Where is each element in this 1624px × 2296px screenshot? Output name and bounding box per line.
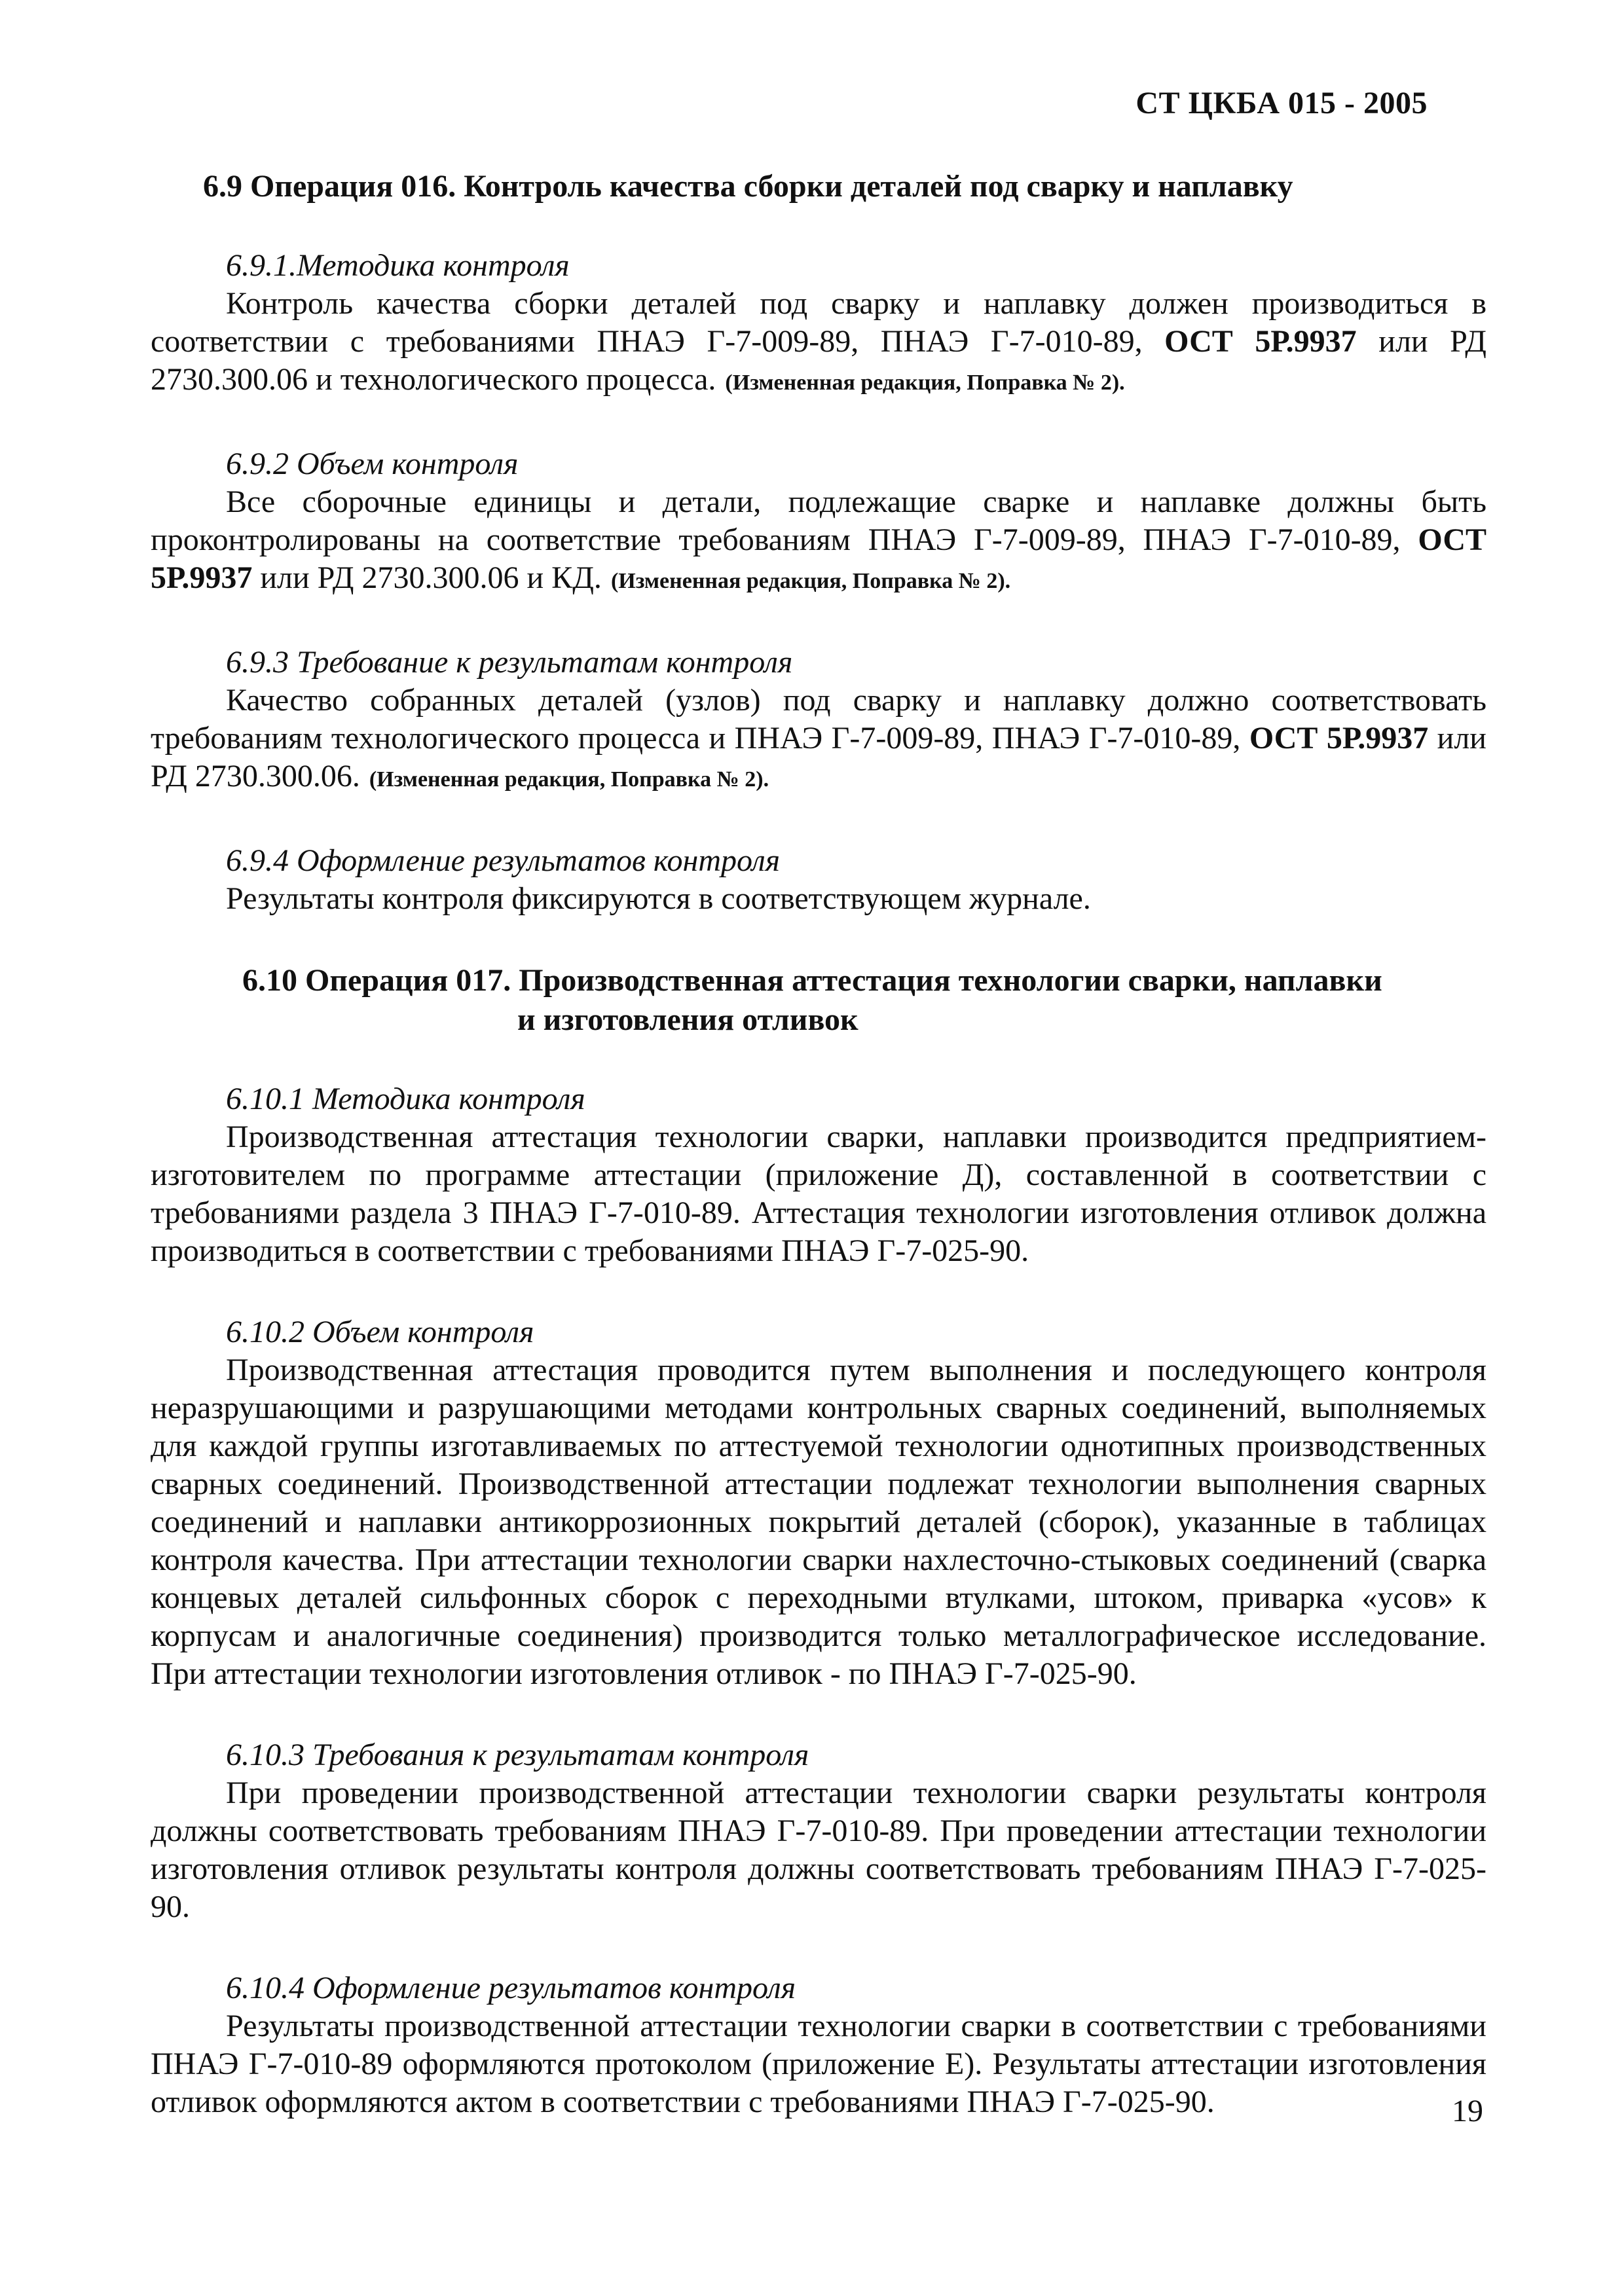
paragraph <box>151 285 1486 402</box>
subsection-6-10-1 <box>151 1080 1486 1270</box>
paragraph-text: или РД 2730.300.06. <box>151 721 1486 793</box>
subsection-title: 6.10.1 Методика контроля <box>226 1082 585 1116</box>
subsection-6-10-2 <box>151 1313 1486 1693</box>
section-title-line: и изготовления отливок <box>517 1002 858 1037</box>
subsection-6-9-4 <box>151 842 1486 918</box>
document-body <box>151 167 1486 2164</box>
section-6-10-title <box>151 961 1486 1040</box>
subsection-title: 6.9.3 Требование к результатам контроля <box>226 645 793 680</box>
standard-reference: ОСТ 5Р.9937 <box>1164 324 1357 359</box>
paragraph-text: или РД 2730.300.06 и КД. <box>252 560 602 595</box>
subsection-title: 6.10.2 Объем контроля <box>226 1315 534 1349</box>
subsection-title: 6.9.2 Объем контроля <box>226 446 519 481</box>
paragraph: Результаты производственной аттестации технологии сварки в соответствии с требованиями ПНАЭ Г-7-010-89 оформляются протоколом (приложение Е). Результаты аттестации изготовления отливок оформляются актом в соответствии с требованиями ПНАЭ Г-7-025-90. <box>151 2009 1486 2119</box>
subsection-6-9-1 <box>151 247 1486 402</box>
section-title-line: 6.10 Операция 017. Производственная аттестация технологии сварки, наплавки <box>242 963 1382 998</box>
paragraph-text: Контроль качества сборки деталей под сварку и наплавку должен производиться в соответствии с требованиями ПНАЭ Г-7-009-89, ПНАЭ Г-7-010-89, <box>151 286 1486 359</box>
standard-reference: ОСТ 5Р.9937 <box>1249 721 1429 756</box>
paragraph: При проведении производственной аттестации технологии сварки результаты контроля должны соответствовать требованиям ПНАЭ Г-7-010-89. При проведении аттестации технологии изготовления отливок результаты контроля должны соответствовать требованиям ПНАЭ Г-7-025-90. <box>151 1776 1486 1924</box>
paragraph <box>151 483 1486 600</box>
page-number: 19 <box>1452 2094 1483 2128</box>
subsection-6-10-4 <box>151 1969 1486 2121</box>
paragraph-text: Все сборочные единицы и детали, подлежащие сварке и наплавке должны быть проконтролированы на соответствие требованиям ПНАЭ Г-7-009-89, ПНАЭ Г-7-010-89, <box>151 484 1486 557</box>
paragraph: Результаты контроля фиксируются в соответствующем журнале. <box>226 881 1091 916</box>
paragraph-text: Качество собранных деталей (узлов) под сварку и наплавку должно соответствовать требованиям технологического процесса и ПНАЭ Г-7-009-89, ПНАЭ Г-7-010-89, <box>151 683 1486 756</box>
paragraph: Производственная аттестация проводится путем выполнения и последующего контроля неразрушающими и разрушающими методами контрольных сварных соединений, выполняемых для каждой группы изготавливаемых по аттестуемой технологии однотипных производственных сварных соединений. Производственной аттестации подлежат технологии выполнения сварных соединений и наплавки антикоррозионных покрытий деталей (сборок), указанные в таблицах контроля качества. При аттестации технологии сварки нахлесточно-стыковых соединений (сварка концевых деталей сильфонных сборок с переходными втулками, штоком, приварка «усов» к корпусам и аналогичные соединения) производится только металлографическое исследование. При аттестации технологии изготовления отливок - по ПНАЭ Г-7-025-90. <box>151 1353 1486 1691</box>
standard-reference: ОСТ 5Р.9937 <box>151 522 1486 595</box>
subsection-6-9-3 <box>151 644 1486 799</box>
revision-note: (Измененная редакция, Поправка № 2). <box>610 569 1011 593</box>
subsection-title: 6.9.4 Оформление результатов контроля <box>226 843 781 878</box>
revision-note: (Измененная редакция, Поправка № 2). <box>725 371 1125 395</box>
revision-note: (Измененная редакция, Поправка № 2). <box>369 767 769 792</box>
subsection-title: 6.10.4 Оформление результатов контроля <box>226 1971 796 2005</box>
paragraph: Производственная аттестация технологии сварки, наплавки производится предприятием-изготовителем по программе аттестации (приложение Д), составленной в соответствии с требованиями раздела 3 ПНАЭ Г-7-010-89. Аттестация технологии изготовления отливок должна производиться в соответствии с требованиями ПНАЭ Г-7-025-90. <box>151 1120 1486 1268</box>
section-6-9-title: 6.9 Операция 016. Контроль качества сборки деталей под сварку и наплавку <box>203 169 1293 204</box>
subsection-title: 6.10.3 Требования к результатам контроля <box>226 1738 809 1772</box>
subsection-6-9-2 <box>151 445 1486 600</box>
paragraph-text: или РД 2730.300.06 и технологического процесса. <box>151 324 1487 397</box>
subsection-6-10-3 <box>151 1736 1486 1926</box>
subsection-title: 6.9.1.Методика контроля <box>226 248 570 283</box>
document-code: СТ ЦКБА 015 - 2005 <box>1135 86 1428 120</box>
paragraph <box>151 682 1486 799</box>
